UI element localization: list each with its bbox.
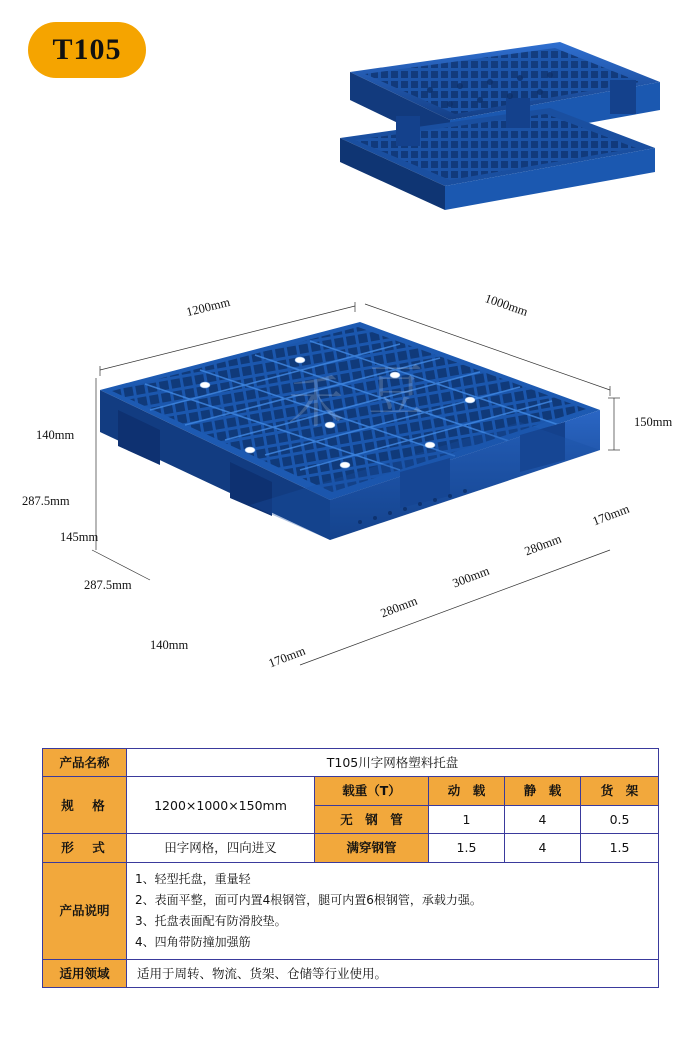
desc-line-4: 4、四角带防撞加强筋	[135, 934, 251, 949]
pallet-photo-svg	[310, 20, 680, 220]
full-tube-rack: 1.5	[581, 834, 659, 862]
load-label: 载重（T）	[315, 777, 429, 805]
dim-front-span-mid: 300mm	[450, 563, 492, 591]
table-row	[43, 777, 659, 805]
product-name-value: T105川字网格塑料托盘	[127, 749, 659, 777]
table-row	[43, 749, 659, 777]
no-tube-static: 4	[505, 805, 581, 833]
svg-text:禾: 禾	[288, 373, 344, 435]
table-row	[43, 959, 659, 987]
description-value	[127, 862, 659, 959]
dim-right-height: 150mm	[634, 415, 673, 429]
dim-left-span-2: 287.5mm	[84, 578, 132, 592]
application-value: 适用于周转、物流、货架、仓储等行业使用。	[127, 959, 659, 987]
product-code-label: T105	[52, 33, 122, 66]
svg-text:豆: 豆	[368, 361, 424, 423]
application-label: 适用领域	[43, 959, 127, 987]
spec-label: 规 格	[43, 777, 127, 834]
desc-line-1: 1、轻型托盘，重量轻	[135, 871, 251, 886]
spec-value: 1200×1000×150mm	[127, 777, 315, 834]
dim-left-foot-2: 140mm	[150, 638, 189, 652]
desc-line-3: 3、托盘表面配有防滑胶垫。	[135, 913, 287, 928]
table-row	[43, 862, 659, 959]
load-col-dynamic: 动 载	[429, 777, 505, 805]
load-col-static: 静 载	[505, 777, 581, 805]
dim-front-foot-right: 170mm	[590, 501, 632, 529]
product-name-label: 产品名称	[43, 749, 127, 777]
product-code-badge	[28, 22, 146, 78]
specification-table	[42, 748, 659, 988]
dim-front-span-2: 280mm	[522, 531, 564, 559]
dim-left-span-1: 287.5mm	[22, 494, 70, 508]
desc-line-2: 2、表面平整，面可内置4根钢管，腿可内置6根钢管，承载力强。	[135, 892, 482, 907]
full-tube-static: 4	[505, 834, 581, 862]
pallet-drawing-svg	[0, 250, 700, 690]
form-label: 形 式	[43, 834, 127, 862]
dim-left-mid: 145mm	[60, 530, 99, 544]
no-tube-dynamic: 1	[429, 805, 505, 833]
full-tube-label: 满穿钢管	[315, 834, 429, 862]
dim-top-left-width: 1200mm	[184, 294, 232, 320]
technical-drawing	[0, 250, 700, 690]
product-photo-top	[310, 20, 680, 220]
dim-front-span-1: 280mm	[378, 593, 420, 621]
form-value: 田字网格，四向进叉	[127, 834, 315, 862]
table-row	[43, 834, 659, 862]
description-label: 产品说明	[43, 862, 127, 959]
dim-front-foot-left: 170mm	[266, 643, 308, 671]
no-tube-label: 无 钢 管	[315, 805, 429, 833]
no-tube-rack: 0.5	[581, 805, 659, 833]
dim-left-foot-1: 140mm	[36, 428, 75, 442]
full-tube-dynamic: 1.5	[429, 834, 505, 862]
load-col-rack: 货 架	[581, 777, 659, 805]
dim-top-right-width: 1000mm	[483, 291, 530, 319]
